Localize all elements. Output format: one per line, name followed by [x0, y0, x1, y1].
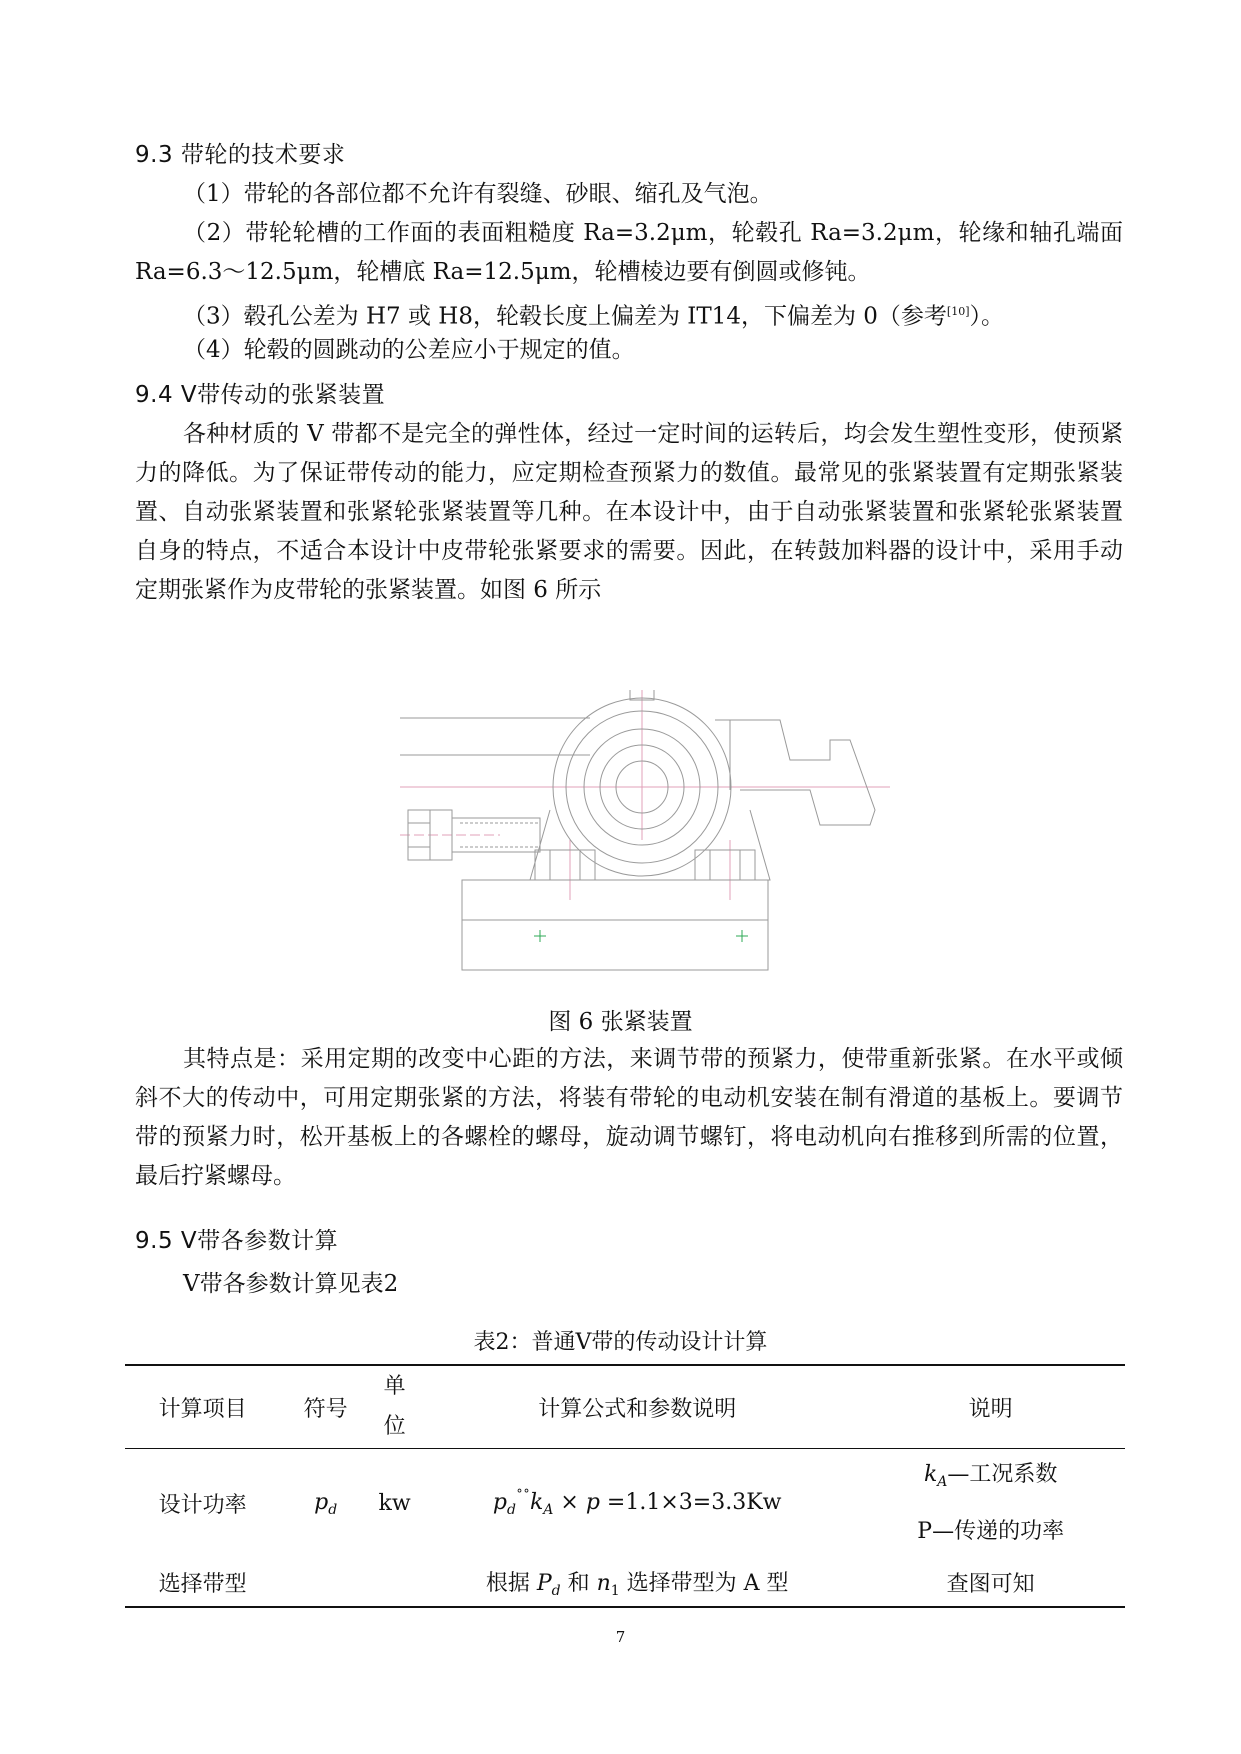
requirement-item-1: （1）带轮的各部位都不允许有裂缝、砂眼、缩孔及气泡。	[183, 181, 773, 207]
row2-symbol	[280, 1559, 371, 1607]
row1-unit: kw	[378, 1491, 411, 1517]
tensioner-feature-paragraph: 其特点是：采用定期的改变中心距的方法，来调节带的预紧力，使带重新张紧。在水平或倾斜不大的传动中，可用定期张紧的方法，将装有带轮的电动机安装在制有滑道的基板上。要调节带的预紧力时，松开基板上的各螺栓的螺母，旋动调节螺钉，将电动机向右推移到所需的位置，最后拧紧螺母。	[135, 1046, 1123, 1189]
note-k-sub: A	[937, 1474, 948, 1491]
formula-k-sub: A	[543, 1502, 554, 1519]
row1-note	[856, 1449, 1125, 1559]
note-line-2: P—传递的功率	[917, 1519, 1065, 1545]
requirement-item-3-end: ）。	[969, 303, 1004, 330]
reference-mark: [10]	[946, 305, 970, 318]
row1-symbol	[280, 1449, 371, 1559]
tensioner-drawing	[390, 690, 910, 980]
header-formula: 计算公式和参数说明	[538, 1396, 737, 1422]
header-unit: 单 位	[383, 1374, 406, 1439]
note-text: —工况系数	[947, 1462, 1058, 1488]
formula-times-p: × p	[553, 1490, 600, 1516]
page-number: 7	[615, 1628, 626, 1646]
header-item: 计算项目	[158, 1396, 247, 1422]
figure-caption: 图 6 张紧装置	[548, 1009, 693, 1035]
formula-P-sub: d	[551, 1582, 561, 1599]
header-symbol: 符号	[303, 1396, 348, 1422]
formula-p: p	[492, 1490, 507, 1516]
formula-post: 选择带型为 A 型	[619, 1570, 789, 1596]
table-row	[125, 1559, 1125, 1607]
row1-item: 设计功率	[158, 1493, 247, 1519]
formula-k: k	[529, 1490, 544, 1516]
row2-item: 选择带型	[158, 1571, 247, 1597]
formula-result: =1.1×3=3.3Kw	[599, 1490, 782, 1516]
requirement-item-3	[135, 292, 1123, 337]
section-heading-9-3: 9.3 带轮的技术要求	[135, 142, 346, 168]
section-9-5-intro: V带各参数计算见表2	[183, 1271, 399, 1297]
formula-n-sub: 1	[610, 1582, 620, 1599]
row2-formula	[418, 1559, 856, 1607]
section-heading-9-4: 9.4 V带传动的张紧装置	[135, 382, 386, 408]
symbol-sub: d	[328, 1501, 338, 1518]
symbol-main: p	[314, 1489, 329, 1515]
table-row	[125, 1449, 1125, 1559]
table-caption: 表2：普通V带的传动设计计算	[473, 1330, 768, 1355]
formula-n: n	[596, 1570, 611, 1596]
row2-note: 查图可知	[946, 1571, 1035, 1597]
note-k: k	[923, 1462, 938, 1488]
requirement-item-3-text: （3）毂孔公差为 H7 或 H8，轮毂长度上偏差为 IT14，下偏差为 0（参考	[183, 303, 947, 330]
note-line-1	[857, 1450, 1124, 1507]
v-belt-calculation-table	[125, 1364, 1125, 1608]
row2-unit	[371, 1559, 418, 1607]
row1-formula	[418, 1449, 856, 1559]
section-heading-9-5: 9.5 V带各参数计算	[135, 1228, 339, 1254]
header-note: 说明	[968, 1396, 1013, 1422]
formula-mid: 和	[560, 1570, 597, 1596]
formula-P: P	[536, 1570, 552, 1596]
formula-p-sub: d	[506, 1502, 516, 1519]
requirement-item-2: （2）带轮轮槽的工作面的表面粗糙度 Ra=3.2μm，轮毂孔 Ra=3.2μm，轮缘和轴孔端面 Ra=6.3～12.5μm，轮槽底 Ra=12.5μm，轮槽棱边要有倒圆或修钝。	[135, 220, 1123, 285]
requirement-item-4: （4）轮毂的圆跳动的公差应小于规定的值。	[183, 337, 635, 363]
approx-mark: ˚˚	[515, 1489, 530, 1506]
formula-pre: 根据	[485, 1570, 537, 1596]
tensioner-paragraph: 各种材质的 V 带都不是完全的弹性体，经过一定时间的运转后，均会发生塑性变形，使预紧力的降低。为了保证带传动的能力，应定期检查预紧力的数值。最常见的张紧装置有定期张紧装置、自动张紧装置和张紧轮张紧装置等几种。在本设计中，由于自动张紧装置和张紧轮张紧装置自身的特点，不适合本设计中皮带轮张紧要求的需要。因此，在转鼓加料器的设计中，采用手动定期张紧作为皮带轮的张紧装置。如图 6 所示	[135, 421, 1123, 603]
